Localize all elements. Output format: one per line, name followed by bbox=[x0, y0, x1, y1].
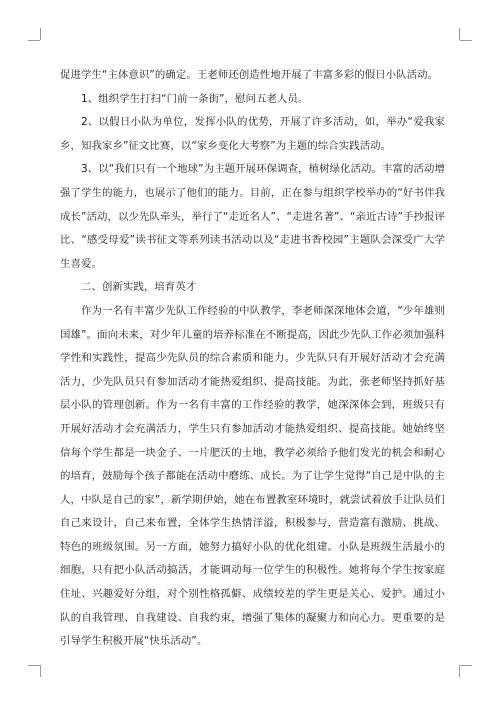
crop-mark-bottom-left-horizontal bbox=[28, 665, 40, 666]
paragraph-item-2: 2、以假日小队为单位，发挥小队的优势，开展了许多活动，如，举办“爱我家乡，知我家乡”征文比赛，以“家乡变化大考察”为主题的综合实践活动。 bbox=[60, 116, 445, 152]
paragraph-continuation: 促进学生“主体意识”的确定。王老师还创造性地开展了丰富多彩的假日小队活动。 bbox=[60, 69, 439, 81]
crop-mark-top-right-vertical bbox=[459, 28, 460, 40]
crop-mark-bottom-right-horizontal bbox=[460, 665, 472, 666]
crop-mark-bottom-right-vertical bbox=[459, 665, 460, 677]
document-body bbox=[60, 64, 445, 654]
paragraph-body: 作为一名有丰富少先队工作经验的中队教学，李老师深深地体会道，“少年雄则国雄”。面向未来，对少年儿童的培养标准在不断提高，因此少先队工作必须加强科学性和实践性，提高少先队员的综合素质和能力。少先队只有开展好活动才会充满活力，少先队员只有参加活动才能热爱组织、提高技能。为此，张老师坚持抓好基层小队的管理创新。作为一名有丰富的工作经验的教学，她深深体会到，班级只有开展好活动才会充满活力，学生只有参加活动才能热爱组织、提高技能。她始终坚信每个学生都是一块金子、一片肥沃的土地，教学必须给予他们发光的机会和耐心的培育，鼓励每个孩子都能在活动中磨练、成长。为了让学生觉得“自己是中队的主人，中队是自己的家”，新学期伊始，她在布置教室环境时，就尝试着放手让队员们自己来设计，自己来布置，全体学生热情洋溢，积极参与，营造富有激励、挑战、特色的班级氛围。另一方面，她努力搞好小队的优化组建。小队是班级生活最小的细胞，只有把小队活动搞活，才能调动每一位学生的积极性。她将每个学生按家庭住址、兴趣爱好分组，对个别性格孤僻、成绩较差的学生更是关心、爱护。通过小队的自我管理、自我建设、自我约束，增强了集体的凝聚力和向心力。更重要的是引导学生积极开展“快乐活动”。 bbox=[60, 304, 445, 648]
paragraph-item-3: 3、以“我们只有一个地球”为主题开展环保调查，植树绿化活动。丰富的活动增强了学生的能力，也展示了他们的能力。目前，正在参与组织学校举办的“好书伴我成长”活动，以少先队牵头，举行了“走近名人”、“走进名著”、“亲近古诗”手抄报评比、“感受母爱”读书征文等系列读书活动以及“走进书香校园”主题队会深受广大学生喜爱。 bbox=[60, 163, 445, 270]
crop-mark-bottom-left-vertical bbox=[40, 665, 41, 677]
crop-mark-top-right-horizontal bbox=[460, 40, 472, 41]
crop-mark-top-left-horizontal bbox=[28, 40, 40, 41]
section-heading: 二、创新实践，培育英才 bbox=[81, 281, 197, 294]
crop-mark-top-left-vertical bbox=[40, 28, 41, 40]
paragraph-item-1: 1、组织学生打扫“门前一条街”，慰问五老人员。 bbox=[81, 92, 309, 105]
